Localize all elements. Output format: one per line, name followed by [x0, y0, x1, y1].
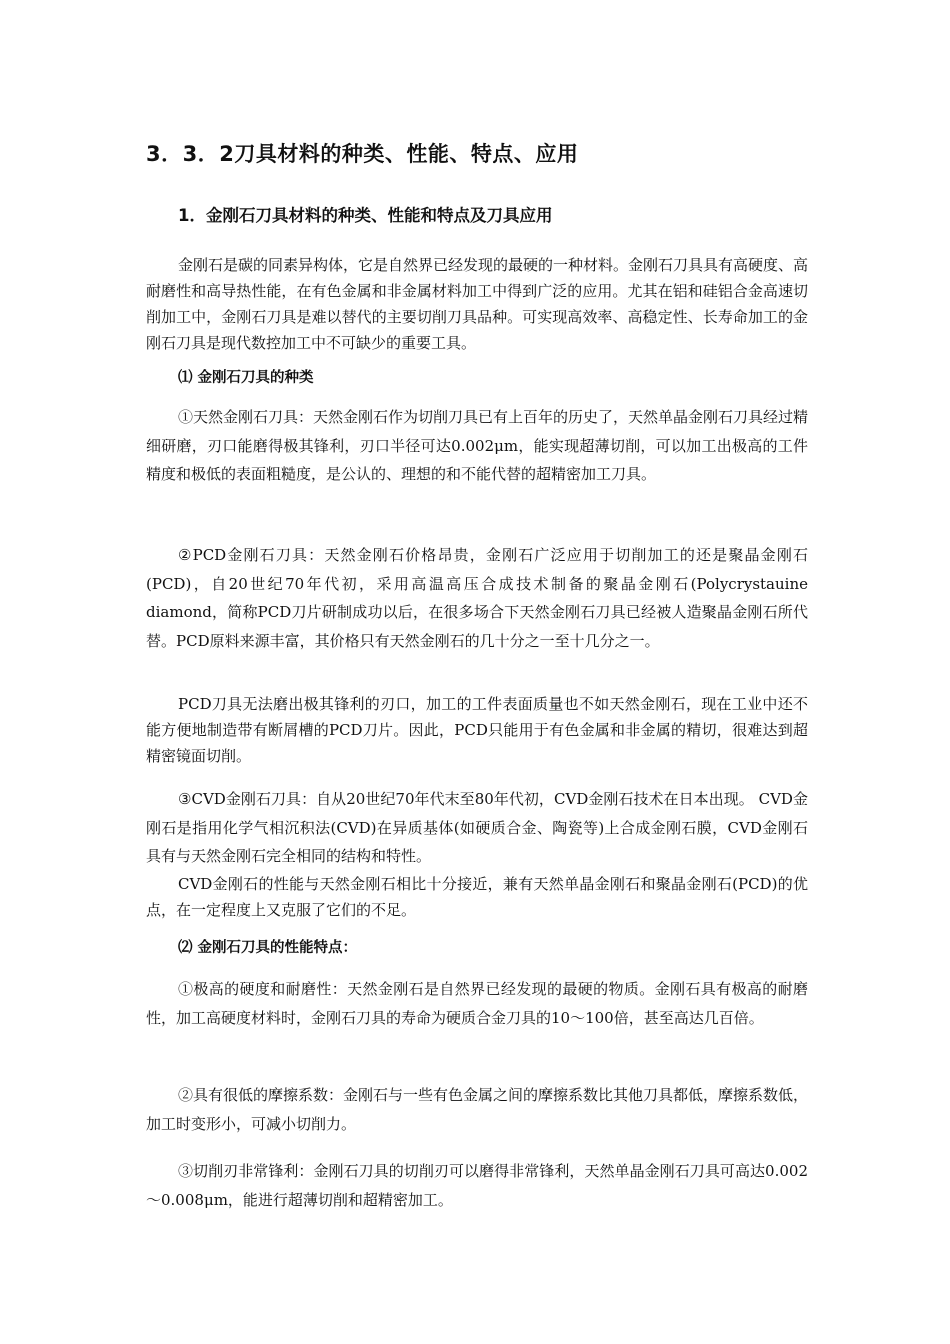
type-cvd-performance: CVD金刚石的性能与天然金刚石相比十分接近，兼有天然单晶金刚石和聚晶金刚石(PCD)的优点，在一定程度上又克服了它们的不足。	[146, 875, 808, 919]
prop-friction: ②具有很低的摩擦系数：金刚石与一些有色金属之间的摩擦系数比其他刀具都低，摩擦系数低，加工时变形小，可减小切削力。	[146, 1086, 809, 1133]
prop-hardness: ①极高的硬度和耐磨性：天然金刚石是自然界已经发现的最硬的物质。金刚石具有极高的耐磨性，加工高硬度材料时，金刚石刀具的寿命为硬质合金刀具的10～100倍，甚至高达几百倍。	[146, 980, 808, 1027]
type-pcd-diamond: ②PCD金刚石刀具：天然金刚石价格昂贵，金刚石广泛应用于切削加工的还是聚晶金刚石(PCD)，自20世纪70年代初，采用高温高压合成技术制备的聚晶金刚石(Polycrystauine diamond，简称PCD刀片研制成功以后，在很多场合下天然金刚石刀具已经被人造聚晶金刚石所代替。PCD原料来源丰富，其价格只有天然金刚石的几十分之一至十几分之一。	[146, 546, 808, 650]
prop-sharp-edge: ③切削刃非常锋利：金刚石刀具的切削刃可以磨得非常锋利，天然单晶金刚石刀具可高达0.002～0.008μm，能进行超薄切削和超精密加工。	[146, 1162, 808, 1209]
props-heading: ⑵ 金刚石刀具的性能特点：	[178, 940, 358, 956]
type-pcd-limitations: PCD刀具无法磨出极其锋利的刃口，加工的工件表面质量也不如天然金刚石，现在工业中还不能方便地制造带有断屑槽的PCD刀片。因此，PCD只能用于有色金属和非金属的精切，很难达到超精密镜面切削。	[146, 695, 808, 765]
type-cvd-diamond: ③CVD金刚石刀具：自从20世纪70年代末至80年代初，CVD金刚石技术在日本出现。 CVD金刚石是指用化学气相沉积法(CVD)在异质基体(如硬质合金、陶瓷等)上合成金刚石膜，CVD金刚石具有与天然金刚石完全相同的结构和特性。	[146, 790, 808, 865]
intro-paragraph: 金刚石是碳的同素异构体，它是自然界已经发现的最硬的一种材料。金刚石刀具具有高硬度、高耐磨性和高导热性能，在有色金属和非金属材料加工中得到广泛的应用。尤其在铝和硅铝合金高速切削加工中，金刚石刀具是难以替代的主要切削刀具品种。可实现高效率、高稳定性、长寿命加工的金刚石刀具是现代数控加工中不可缺少的重要工具。	[146, 256, 809, 352]
section-title: 3．3．2刀具材料的种类、性能、特点、应用	[146, 142, 579, 166]
types-heading: ⑴ 金刚石刀具的种类	[178, 370, 314, 386]
type-natural-diamond: ①天然金刚石刀具：天然金刚石作为切削刀具已有上百年的历史了，天然单晶金刚石刀具经过精细研磨，刃口能磨得极其锋利，刃口半径可达0.002μm，能实现超薄切削，可以加工出极高的工件精度和极低的表面粗糙度，是公认的、理想的和不能代替的超精密加工刀具。	[146, 408, 809, 483]
subsection-title: 1．金刚石刀具材料的种类、性能和特点及刀具应用	[178, 206, 553, 225]
